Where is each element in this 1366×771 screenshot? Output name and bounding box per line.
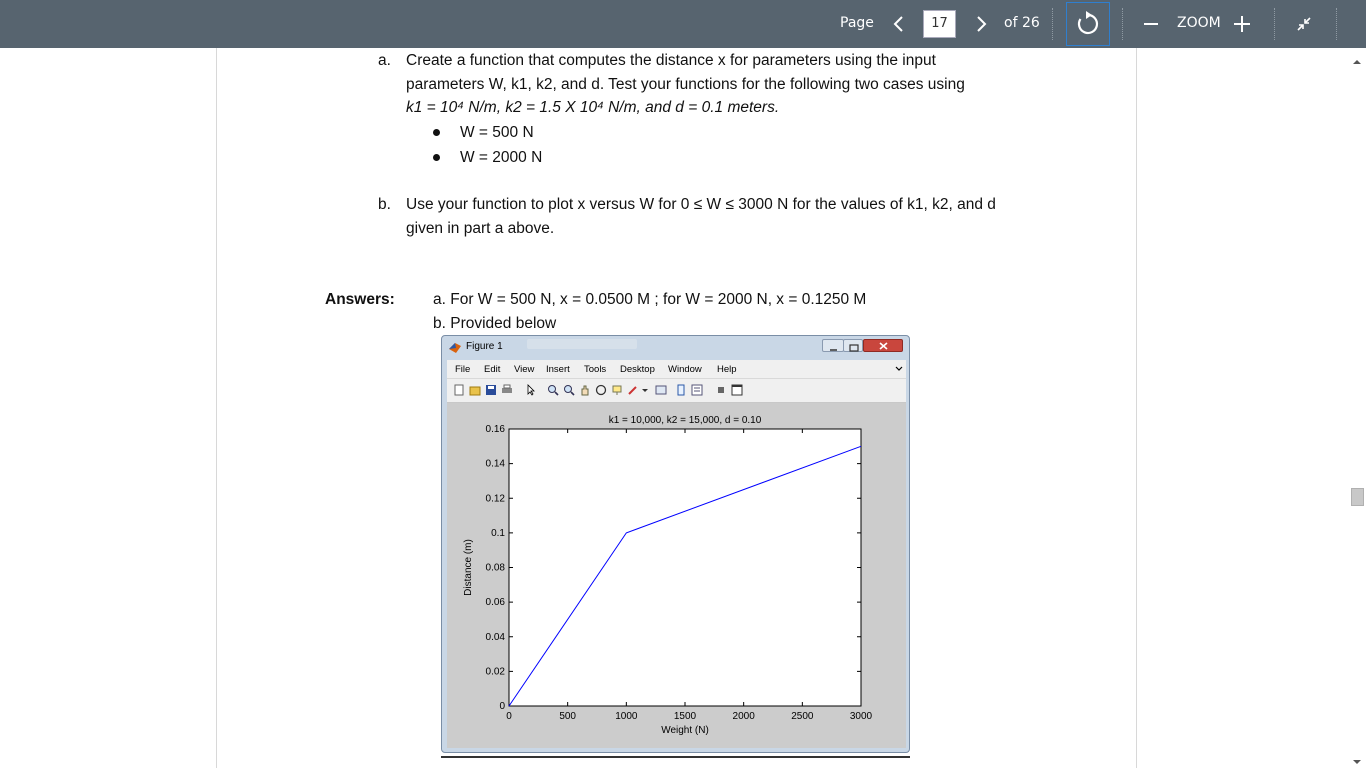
part-b-line-2: given in part a above. [406,220,554,238]
figure-close-button[interactable] [863,339,903,352]
answer-a: a. For W = 500 N, x = 0.0500 M ; for W = 2000 N, x = 0.1250 M [433,291,866,309]
caret-down-icon [1352,757,1362,767]
x-tick-label: 1000 [615,711,638,722]
open-file-icon[interactable] [469,384,481,396]
bullet-item: W = 500 N [460,124,534,142]
minus-icon [1140,12,1162,36]
link-plot-icon[interactable] [655,384,667,396]
zoom-out-tool-icon[interactable] [563,384,575,396]
pan-icon[interactable] [579,384,591,396]
part-a-marker: a. [378,52,391,70]
dropdown-arrow-icon[interactable] [641,384,653,396]
x-tick-label: 500 [559,711,576,722]
next-page-button[interactable] [970,12,992,36]
plot-area [447,403,906,748]
show-plot-tools-icon[interactable] [731,384,743,396]
total-pages-label: of 26 [1004,15,1040,31]
zoom-label: ZOOM [1177,15,1221,31]
figure-canvas [447,403,906,748]
y-tick-label: 0.08 [486,563,506,574]
page-border-right [1136,48,1137,768]
refresh-icon [1067,3,1109,45]
part-a-line-2: parameters W, k1, k2, and d. Test your functions for the following two cases using [406,76,965,94]
menu-edit[interactable]: Edit [484,364,500,375]
bullet-dot [433,129,440,136]
scroll-down-button[interactable] [1352,752,1362,762]
exit-fullscreen-button[interactable] [1292,12,1316,36]
toolbar-divider [1336,8,1337,40]
y-tick-label: 0.04 [486,632,506,643]
viewer-toolbar [0,0,1366,48]
menu-desktop[interactable]: Desktop [620,364,655,375]
zoom-in-button[interactable] [1230,11,1254,37]
close-icon [864,340,904,353]
answer-b: b. Provided below [433,315,556,333]
toolbar-divider [1274,8,1275,40]
menu-view[interactable]: View [514,364,534,375]
x-tick-label: 2000 [733,711,756,722]
figure-toolbar [447,379,906,403]
scrollbar-thumb[interactable] [1351,488,1364,506]
toolbar-divider [1052,8,1053,40]
answers-label: Answers: [325,291,395,309]
rotate-3d-icon[interactable] [595,384,607,396]
figure-bottom-rule [441,756,910,758]
y-tick-label: 0.16 [486,424,506,435]
matlab-logo-icon [448,340,462,354]
x-tick-label: 1500 [674,711,697,722]
menu-tools[interactable]: Tools [584,364,606,375]
menu-file[interactable]: File [455,364,470,375]
figure-minimize-button[interactable] [822,339,844,352]
page-label: Page [840,15,874,31]
part-a-line-1: Create a function that computes the distance x for parameters using the input [406,52,936,70]
save-icon[interactable] [485,384,497,396]
brush-icon[interactable] [627,384,639,396]
plus-icon [1230,11,1254,37]
x-tick-label: 0 [506,711,512,722]
hide-plot-tools-icon[interactable] [715,384,727,396]
figure-title: Figure 1 [466,341,503,352]
collapse-icon [1292,12,1316,36]
menu-insert[interactable]: Insert [546,364,570,375]
caret-up-icon [1352,57,1362,67]
zoom-in-tool-icon[interactable] [547,384,559,396]
x-tick-label: 3000 [850,711,873,722]
matlab-figure-window [441,335,910,753]
bullet-dot [433,154,440,161]
figure-title-bar [442,336,909,358]
bullet-item: W = 2000 N [460,149,542,167]
y-tick-label: 0.14 [486,459,506,470]
part-b-marker: b. [378,196,391,214]
menu-help[interactable]: Help [717,364,737,375]
zoom-out-button[interactable] [1140,12,1162,36]
data-cursor-icon[interactable] [611,384,623,396]
scroll-up-button[interactable] [1352,52,1362,62]
y-tick-label: 0.12 [486,493,506,504]
maximize-icon [844,342,864,355]
x-axis-label: Weight (N) [661,725,709,736]
pointer-icon[interactable] [525,384,537,396]
y-tick-label: 0.1 [491,528,505,539]
chevron-right-icon [970,12,992,36]
toolbar-divider [1122,8,1123,40]
chevron-left-icon [888,12,910,36]
figure-maximize-button[interactable] [843,339,863,352]
figure-title-ghost [527,339,637,349]
y-tick-label: 0.02 [486,666,506,677]
new-figure-icon[interactable] [453,384,465,396]
y-axis-label: Distance (m) [463,539,474,596]
axes-box [509,429,861,706]
x-tick-label: 2500 [791,711,814,722]
page-border-left [216,48,217,768]
reload-button[interactable] [1066,2,1110,46]
print-icon[interactable] [501,384,513,396]
figure-menu-bar [447,360,906,379]
page-number-input[interactable]: 17 [923,10,956,38]
chart-title: k1 = 10,000, k2 = 15,000, d = 0.10 [609,415,762,426]
menu-window[interactable]: Window [668,364,702,375]
previous-page-button[interactable] [888,12,910,36]
y-tick-label: 0 [499,701,505,712]
part-a-line-3: k1 = 10⁴ N/m, k2 = 1.5 X 10⁴ N/m, and d = 0.1 meters. [406,99,779,117]
minimize-icon [823,342,845,355]
colorbar-icon[interactable] [675,384,687,396]
legend-icon[interactable] [691,384,703,396]
y-tick-label: 0.06 [486,597,506,608]
menu-expand-icon[interactable] [895,365,903,373]
part-b-line-1: Use your function to plot x versus W for 0 ≤ W ≤ 3000 N for the values of k1, k2, and d [406,196,996,214]
